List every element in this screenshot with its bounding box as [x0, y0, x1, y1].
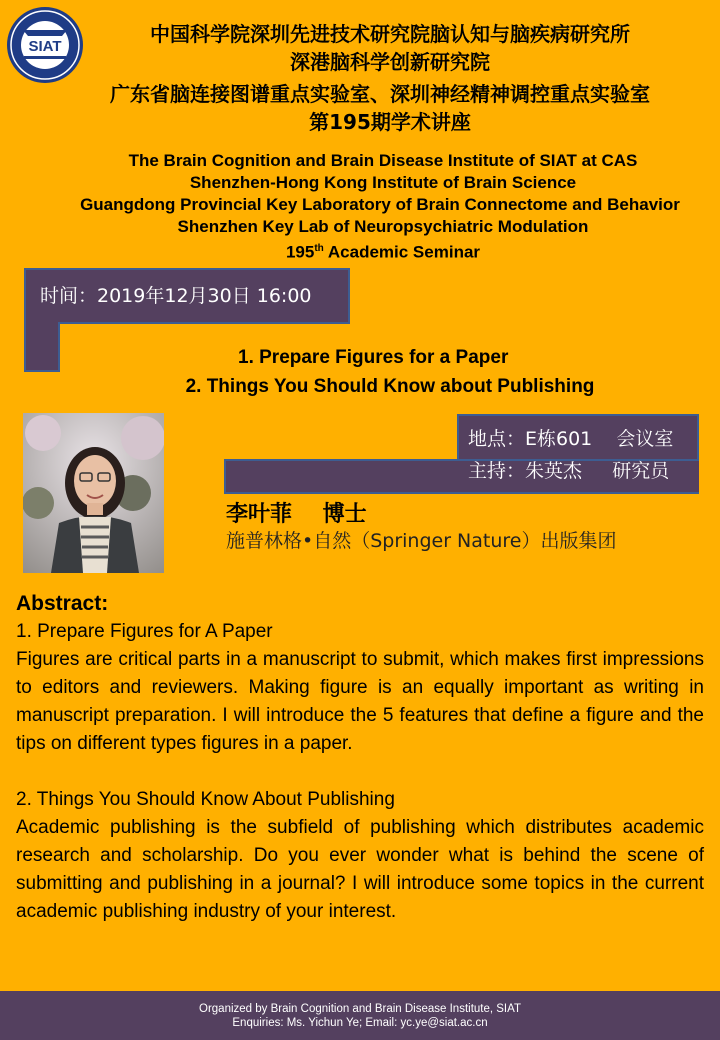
time-panel-tail: [24, 322, 60, 372]
talk-title-2: 2. Things You Should Know about Publishing: [185, 376, 595, 397]
cn-title-3: 广东省脑连接图谱重点实验室、深圳神经精神调控重点实验室: [110, 82, 650, 106]
speaker-name: 李叶菲 博士: [226, 502, 367, 527]
abstract-topic-2: 2. Things You Should Know About Publishing: [16, 789, 395, 810]
abstract-section: [16, 590, 704, 926]
abstract-paragraph-1: Figures are critical parts in a manuscript to submit, which makes first impressions to editors and reviewers. Making figure is an equally important as writing in manuscript preparation. I will introduce the 5 features that define a figure and the tips on different types figures in a paper.: [16, 649, 704, 754]
abstract-paragraph-2: Academic publishing is the subfield of publishing which distributes academic research and scholarship. Do you ever wonder what is behind the scene of submitting and publishing in a journal? I will introduce some topics in the current academic publishing industry of your interest.: [16, 817, 704, 922]
abstract-heading: Abstract:: [16, 592, 109, 615]
en-title-2: Shenzhen-Hong Kong Institute of Brain Science: [189, 173, 577, 192]
footer: [0, 991, 720, 1040]
svg-text:SIAT: SIAT: [28, 38, 62, 55]
event-time: 时间：2019年12月30日 16:00: [40, 285, 312, 307]
en-title-1: The Brain Cognition and Brain Disease Institute of SIAT at CAS: [128, 151, 638, 170]
speaker-organization: 施普林格•自然（Springer Nature）出版集团: [226, 530, 617, 552]
event-venue: 地点：E栋601 会议室: [468, 428, 674, 450]
footer-enquiries: Enquiries: Ms. Yichun Ye; Email: yc.ye@siat.ac.cn: [232, 1017, 488, 1029]
en-title-4: Shenzhen Key Lab of Neuropsychiatric Modulation: [177, 217, 589, 236]
cn-title-2: 深港脑科学创新研究院: [290, 50, 490, 74]
talk-title-1: 1. Prepare Figures for a Paper: [238, 347, 509, 368]
cn-title-1: 中国科学院深圳先进技术研究院脑认知与脑疾病研究所: [150, 22, 630, 46]
en-title-3: Guangdong Provincial Key Laboratory of Brain Connectome and Behavior: [80, 195, 680, 214]
seminar-number: 195th Academic Seminar: [285, 242, 481, 262]
speaker-photo: [23, 413, 164, 573]
event-host: 主持：朱英杰 研究员: [468, 460, 670, 482]
cn-title-4: 第195期学术讲座: [309, 110, 471, 134]
abstract-topic-1: 1. Prepare Figures for A Paper: [16, 621, 273, 642]
footer-organizer: Organized by Brain Cognition and Brain Disease Institute, SIAT: [199, 1003, 521, 1015]
